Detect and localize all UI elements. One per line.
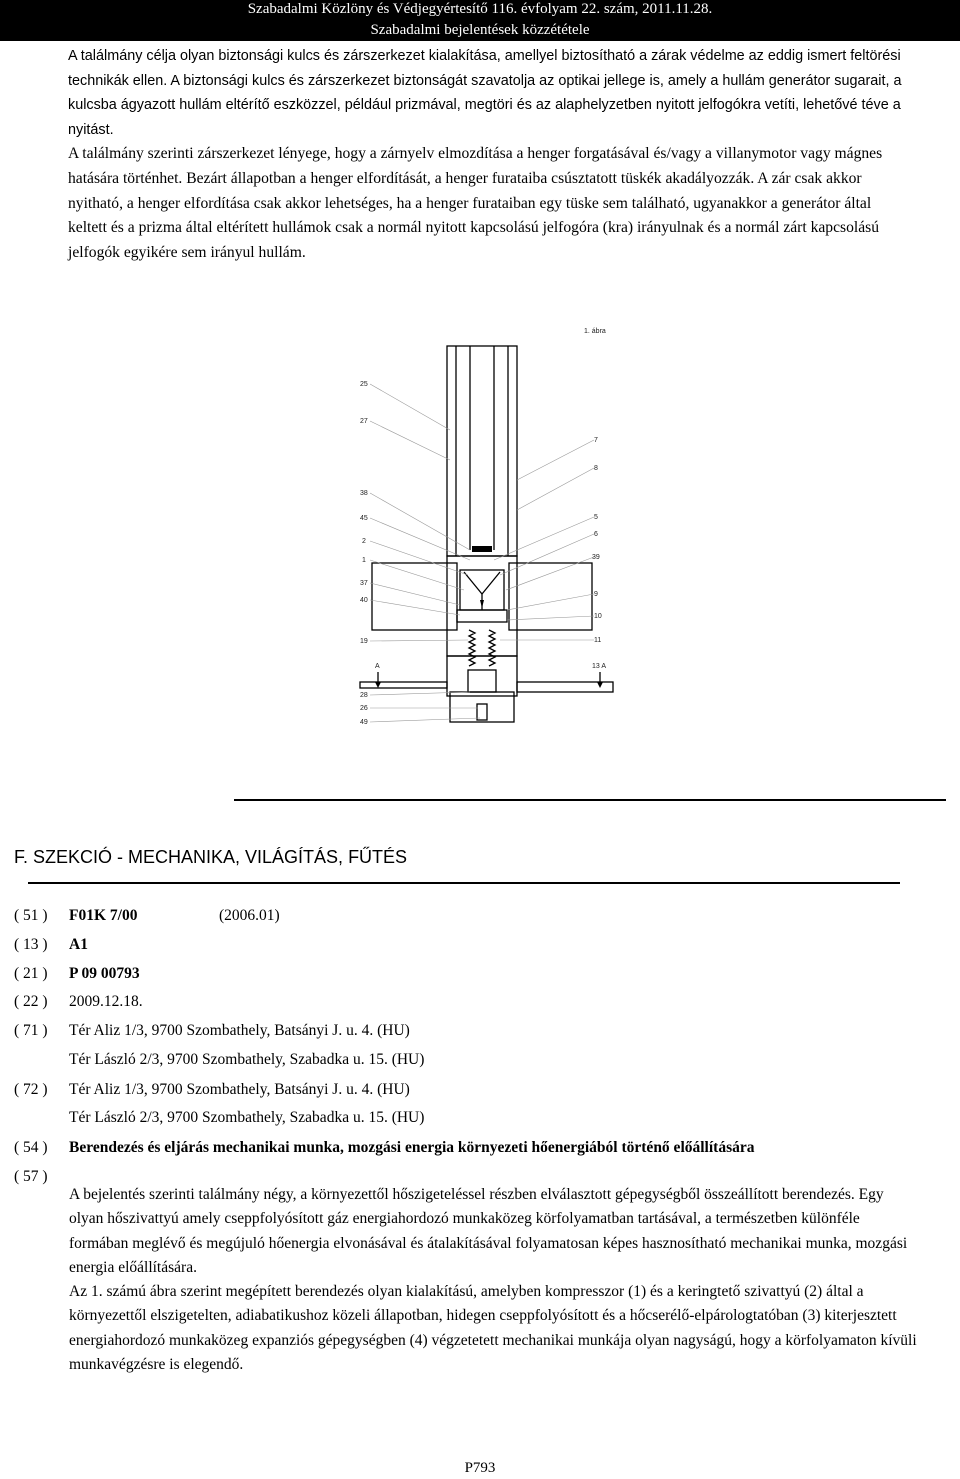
inid-code: ( 71 ) [14, 1022, 48, 1039]
label-a-left: A [375, 663, 380, 670]
divider-line [234, 799, 946, 801]
abstract-paragraph-1: A találmány célja olyan biztonsági kulcs és zárszerkezet kialakítása, amellyel biztosítható a zárak védelme az eddig ismert feltörési technikák ellen. A biztonsági kulcs és zárszerkezet biztonságát szavatolja az optikai jellege is, amely a hullám generátor sugarait, a kulcsba ágyazott hullám eltérítő eszközzel, például prizmával, megtöri és az alaphelyzetben nyitott jelfogókra vetíti, lehetővé téve a nyitást. [68, 48, 902, 138]
label-19: 19 [360, 638, 368, 645]
outer-tube [447, 346, 517, 556]
label-27: 27 [360, 418, 368, 425]
inid-code: ( 21 ) [14, 965, 48, 982]
label-10: 10 [594, 613, 602, 620]
inid-code: ( 54 ) [14, 1139, 48, 1156]
lock-mechanism-diagram [330, 320, 650, 740]
filing-date: 2009.12.18. [69, 993, 143, 1010]
label-37: 37 [360, 580, 368, 587]
header-section-title: Szabadalmi bejelentések közzététele [0, 19, 960, 41]
inid-code: ( 72 ) [14, 1081, 48, 1098]
label-7: 7 [594, 437, 598, 444]
technical-drawing [330, 320, 650, 740]
label-49: 49 [360, 719, 368, 726]
label-13a: 13 A [592, 663, 607, 670]
document-kind: A1 [69, 936, 88, 953]
label-45: 45 [360, 515, 368, 522]
page-number: P793 [464, 1460, 496, 1476]
applicant: Tér Aliz 1/3, 9700 Szombathely, Batsányi J. u. 4. (HU) [69, 1022, 410, 1039]
label-5: 5 [594, 514, 598, 521]
applicant: Tér László 2/3, 9700 Szombathely, Szabadka u. 15. (HU) [69, 1051, 425, 1068]
abstract-text [68, 44, 910, 265]
invention-title: Berendezés és eljárás mechanikai munka, mozgási energia környezeti hőenergiából történő előállítására [69, 1139, 755, 1156]
figure-labels [360, 381, 606, 726]
label-40: 40 [360, 597, 368, 604]
section-underline [28, 882, 900, 884]
inventor: Tér Aliz 1/3, 9700 Szombathely, Batsányi J. u. 4. (HU) [69, 1081, 410, 1098]
classification-version: (2006.01) [219, 907, 280, 924]
label-38: 38 [360, 490, 368, 497]
inventor: Tér László 2/3, 9700 Szombathely, Szabadka u. 15. (HU) [69, 1109, 425, 1126]
label-39: 39 [592, 554, 600, 561]
description-paragraph-2: Az 1. számú ábra szerint megépített berendezés olyan kialakítású, amelyben kompresszor (1) és a keringtető szivattyú (2) által a környezettől elszigetelten, adiabatikushoz közeli állapotban, hidegen cseppfolyósított és a hőcserélő-elpárologtatóban (3) kiterjesztett energiahordozó munkaközeg expanziós gépegységben (4) végzetetett mechanikai munkája olyan nagyságú, hogy a körfolyamaton kívüli munkavégzésre is elegendő. [69, 1283, 917, 1374]
inid-code: ( 13 ) [14, 936, 48, 953]
description-paragraph-1: A bejelentés szerinti találmány négy, a környezettől hőszigeteléssel részben elválasztott gépegységből összeállított berendezés. Egy olyan hőszivattyú amely cseppfolyósított gáz energiahordozó munkaközeg körfolyamatban tartásával, a természetben különféle formában meglévő és megújuló hőenergia elvonásával és átalakításával folyamatosan képes hasznosítható mechanikai munka, mozgási energia előállítására. [69, 1186, 908, 1276]
inid-code: ( 57 ) [14, 1168, 48, 1185]
label-25: 25 [360, 381, 368, 388]
label-6: 6 [594, 531, 598, 538]
label-9: 9 [594, 591, 598, 598]
classification: F01K 7/00 [69, 907, 138, 924]
application-number: P 09 00793 [69, 965, 140, 982]
label-28: 28 [360, 692, 368, 699]
label-8: 8 [594, 465, 598, 472]
header-journal-title: Szabadalmi Közlöny és Védjegyértesítő 116. évfolyam 22. szám, 2011.11.28. [0, 0, 960, 19]
label-26: 26 [360, 705, 368, 712]
inid-code: ( 22 ) [14, 993, 48, 1010]
label-2: 2 [362, 538, 366, 545]
inid-code: ( 51 ) [14, 907, 48, 924]
abstract-paragraph-2: A találmány szerinti zárszerkezet lényege, hogy a zárnyelv elmozdítása a henger forgatásával és/vagy a villanymotor vagy mágnes hatására történhet. Bezárt állapotban a henger elfordítását, a henger furataiba csúsztatott tüskék akadályozzák. A zár csak akkor nyitható, a henger elfordítása csak akkor lehetséges, ha a henger furataiban egy tüske sem található, ugyanakkor a generátor által keltett és a prizma által eltérített hullámok csak a normál nyitott kapcsolású jelfogóra (kra) irányulnak és a normál zárt kapcsolású jelfogók egyikére sem irányul hullám. [68, 145, 883, 261]
figure-title: 1. ábra [584, 328, 606, 335]
left-block [372, 563, 457, 630]
label-1: 1 [362, 557, 366, 564]
abstract-57 [69, 1183, 919, 1377]
label-11: 11 [594, 637, 602, 644]
section-title: F. SZEKCIÓ - MECHANIKA, VILÁGÍTÁS, FŰTÉS [14, 847, 408, 867]
